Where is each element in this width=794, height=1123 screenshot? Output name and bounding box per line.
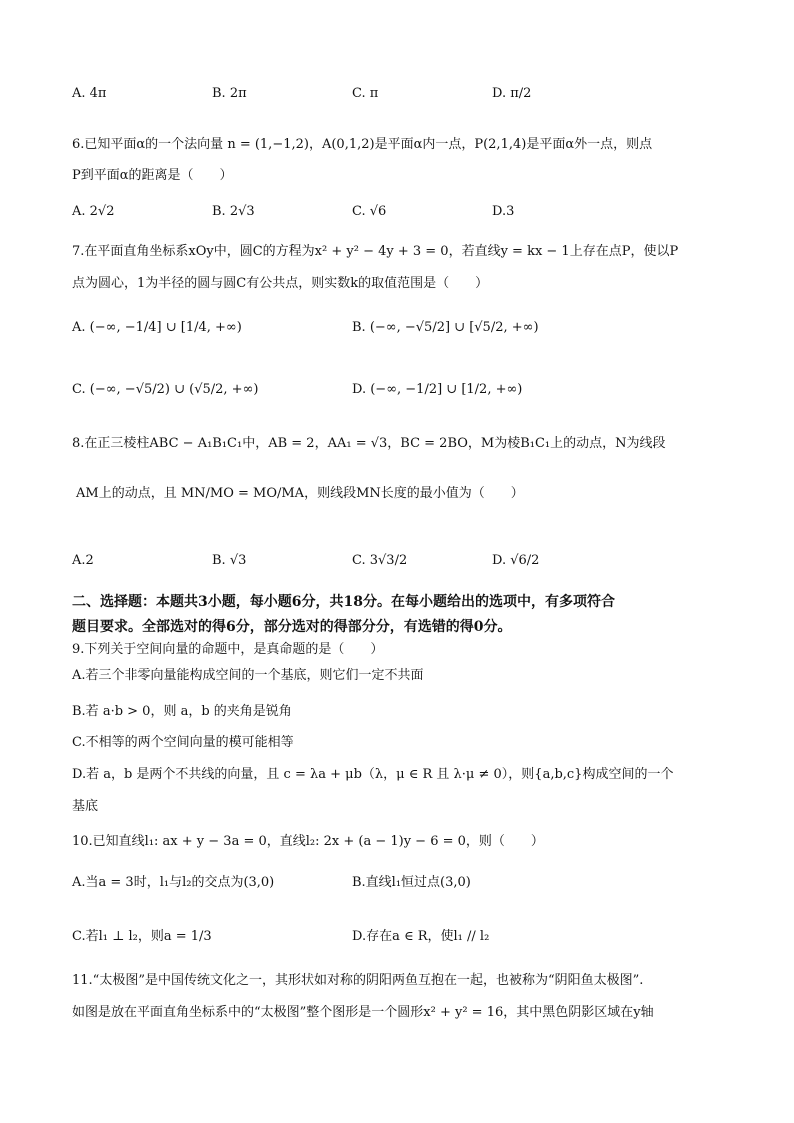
q11-stem-line1: 11.“太极图”是中国传统文化之一，其形状如对称的阴阳两鱼互抱在一起，也被称为“阴阳鱼太极图”. bbox=[72, 973, 644, 988]
option-c: C. π bbox=[352, 86, 379, 101]
q10-stem: 10.已知直线l₁: ax + y − 3a = 0，直线l₂: 2x + (a − 1)y − 6 = 0，则（ ） bbox=[72, 834, 544, 849]
q10-option-d: D.存在a ∈ R，使l₁ // l₂ bbox=[352, 929, 490, 944]
q8-option-d: D. √6/2 bbox=[492, 553, 540, 568]
option-d: D. π/2 bbox=[492, 86, 532, 101]
q9-option-d: D.若 a，b 是两个不共线的向量，且 c = λa + μb（λ，μ ∈ R 且 λ·μ ≠ 0），则{a,b,c}构成空间的一个 bbox=[72, 767, 674, 782]
q8-option-a: A.2 bbox=[72, 553, 94, 568]
q10-option-a: A.当a = 3时，l₁与l₂的交点为(3,0) bbox=[72, 875, 275, 890]
q9-stem: 9.下列关于空间向量的命题中，是真命题的是（ ） bbox=[72, 642, 384, 657]
q6-stem-line2: P到平面α的距离是（ ） bbox=[72, 168, 233, 183]
q6-option-a: A. 2√2 bbox=[72, 204, 115, 219]
q7-option-a: A. (−∞, −1/4] ∪ [1/4, +∞) bbox=[72, 320, 242, 335]
q7-stem-line2: 点为圆心，1为半径的圆与圆C有公共点，则实数k的取值范围是（ ） bbox=[72, 276, 489, 291]
q8-stem-line1: 8.在正三棱柱ABC − A₁B₁C₁中，AB = 2，AA₁ = √3，BC = 2BO，M为棱B₁C₁上的动点，N为线段 bbox=[72, 436, 666, 451]
q9-option-a: A.若三个非零向量能构成空间的一个基底，则它们一定不共面 bbox=[72, 668, 424, 683]
q8-option-c: C. 3√3/2 bbox=[352, 553, 408, 568]
q9-option-d-continued: 基底 bbox=[72, 799, 99, 814]
q10-option-c: C.若l₁ ⊥ l₂，则a = 1/3 bbox=[72, 929, 212, 944]
q9-option-c: C.不相等的两个空间向量的模可能相等 bbox=[72, 735, 294, 750]
q7-stem-line1: 7.在平面直角坐标系xOy中，圆C的方程为x² + y² − 4y + 3 = 0，若直线y = kx − 1上存在点P，使以P bbox=[72, 244, 679, 259]
q7-option-b: B. (−∞, −√5/2] ∪ [√5/2, +∞) bbox=[352, 320, 539, 335]
q6-option-d: D.3 bbox=[492, 204, 515, 219]
q11-stem-line2: 如图是放在平面直角坐标系中的“太极图”整个图形是一个圆形x² + y² = 16，其中黑色阴影区域在y轴 bbox=[72, 1005, 654, 1020]
q8-option-b: B. √3 bbox=[212, 553, 247, 568]
q8-stem-line2: AM上的动点，且 MN/MO = MO/MA，则线段MN长度的最小值为（ ） bbox=[76, 486, 524, 501]
q9-option-b: B.若 a·b > 0，则 a，b 的夹角是锐角 bbox=[72, 704, 292, 719]
option-a: A. 4π bbox=[72, 86, 107, 101]
section-heading-line2: 题目要求。全部选对的得6分，部分选对的得部分分，有选错的得0分。 bbox=[72, 619, 512, 635]
option-b: B. 2π bbox=[212, 86, 247, 101]
q6-option-b: B. 2√3 bbox=[212, 204, 255, 219]
q10-option-b: B.直线l₁恒过点(3,0) bbox=[352, 875, 471, 890]
q6-option-c: C. √6 bbox=[352, 204, 387, 219]
q7-option-c: C. (−∞, −√5/2) ∪ (√5/2, +∞) bbox=[72, 382, 259, 397]
q7-option-d: D. (−∞, −1/2] ∪ [1/2, +∞) bbox=[352, 382, 523, 397]
section-heading-line1: 二、选择题：本题共3小题，每小题6分，共18分。在每小题给出的选项中，有多项符合 bbox=[72, 594, 615, 610]
q6-stem-line1: 6.已知平面α的一个法向量 n = (1,−1,2)，A(0,1,2)是平面α内一点，P(2,1,4)是平面α外一点，则点 bbox=[72, 137, 653, 152]
